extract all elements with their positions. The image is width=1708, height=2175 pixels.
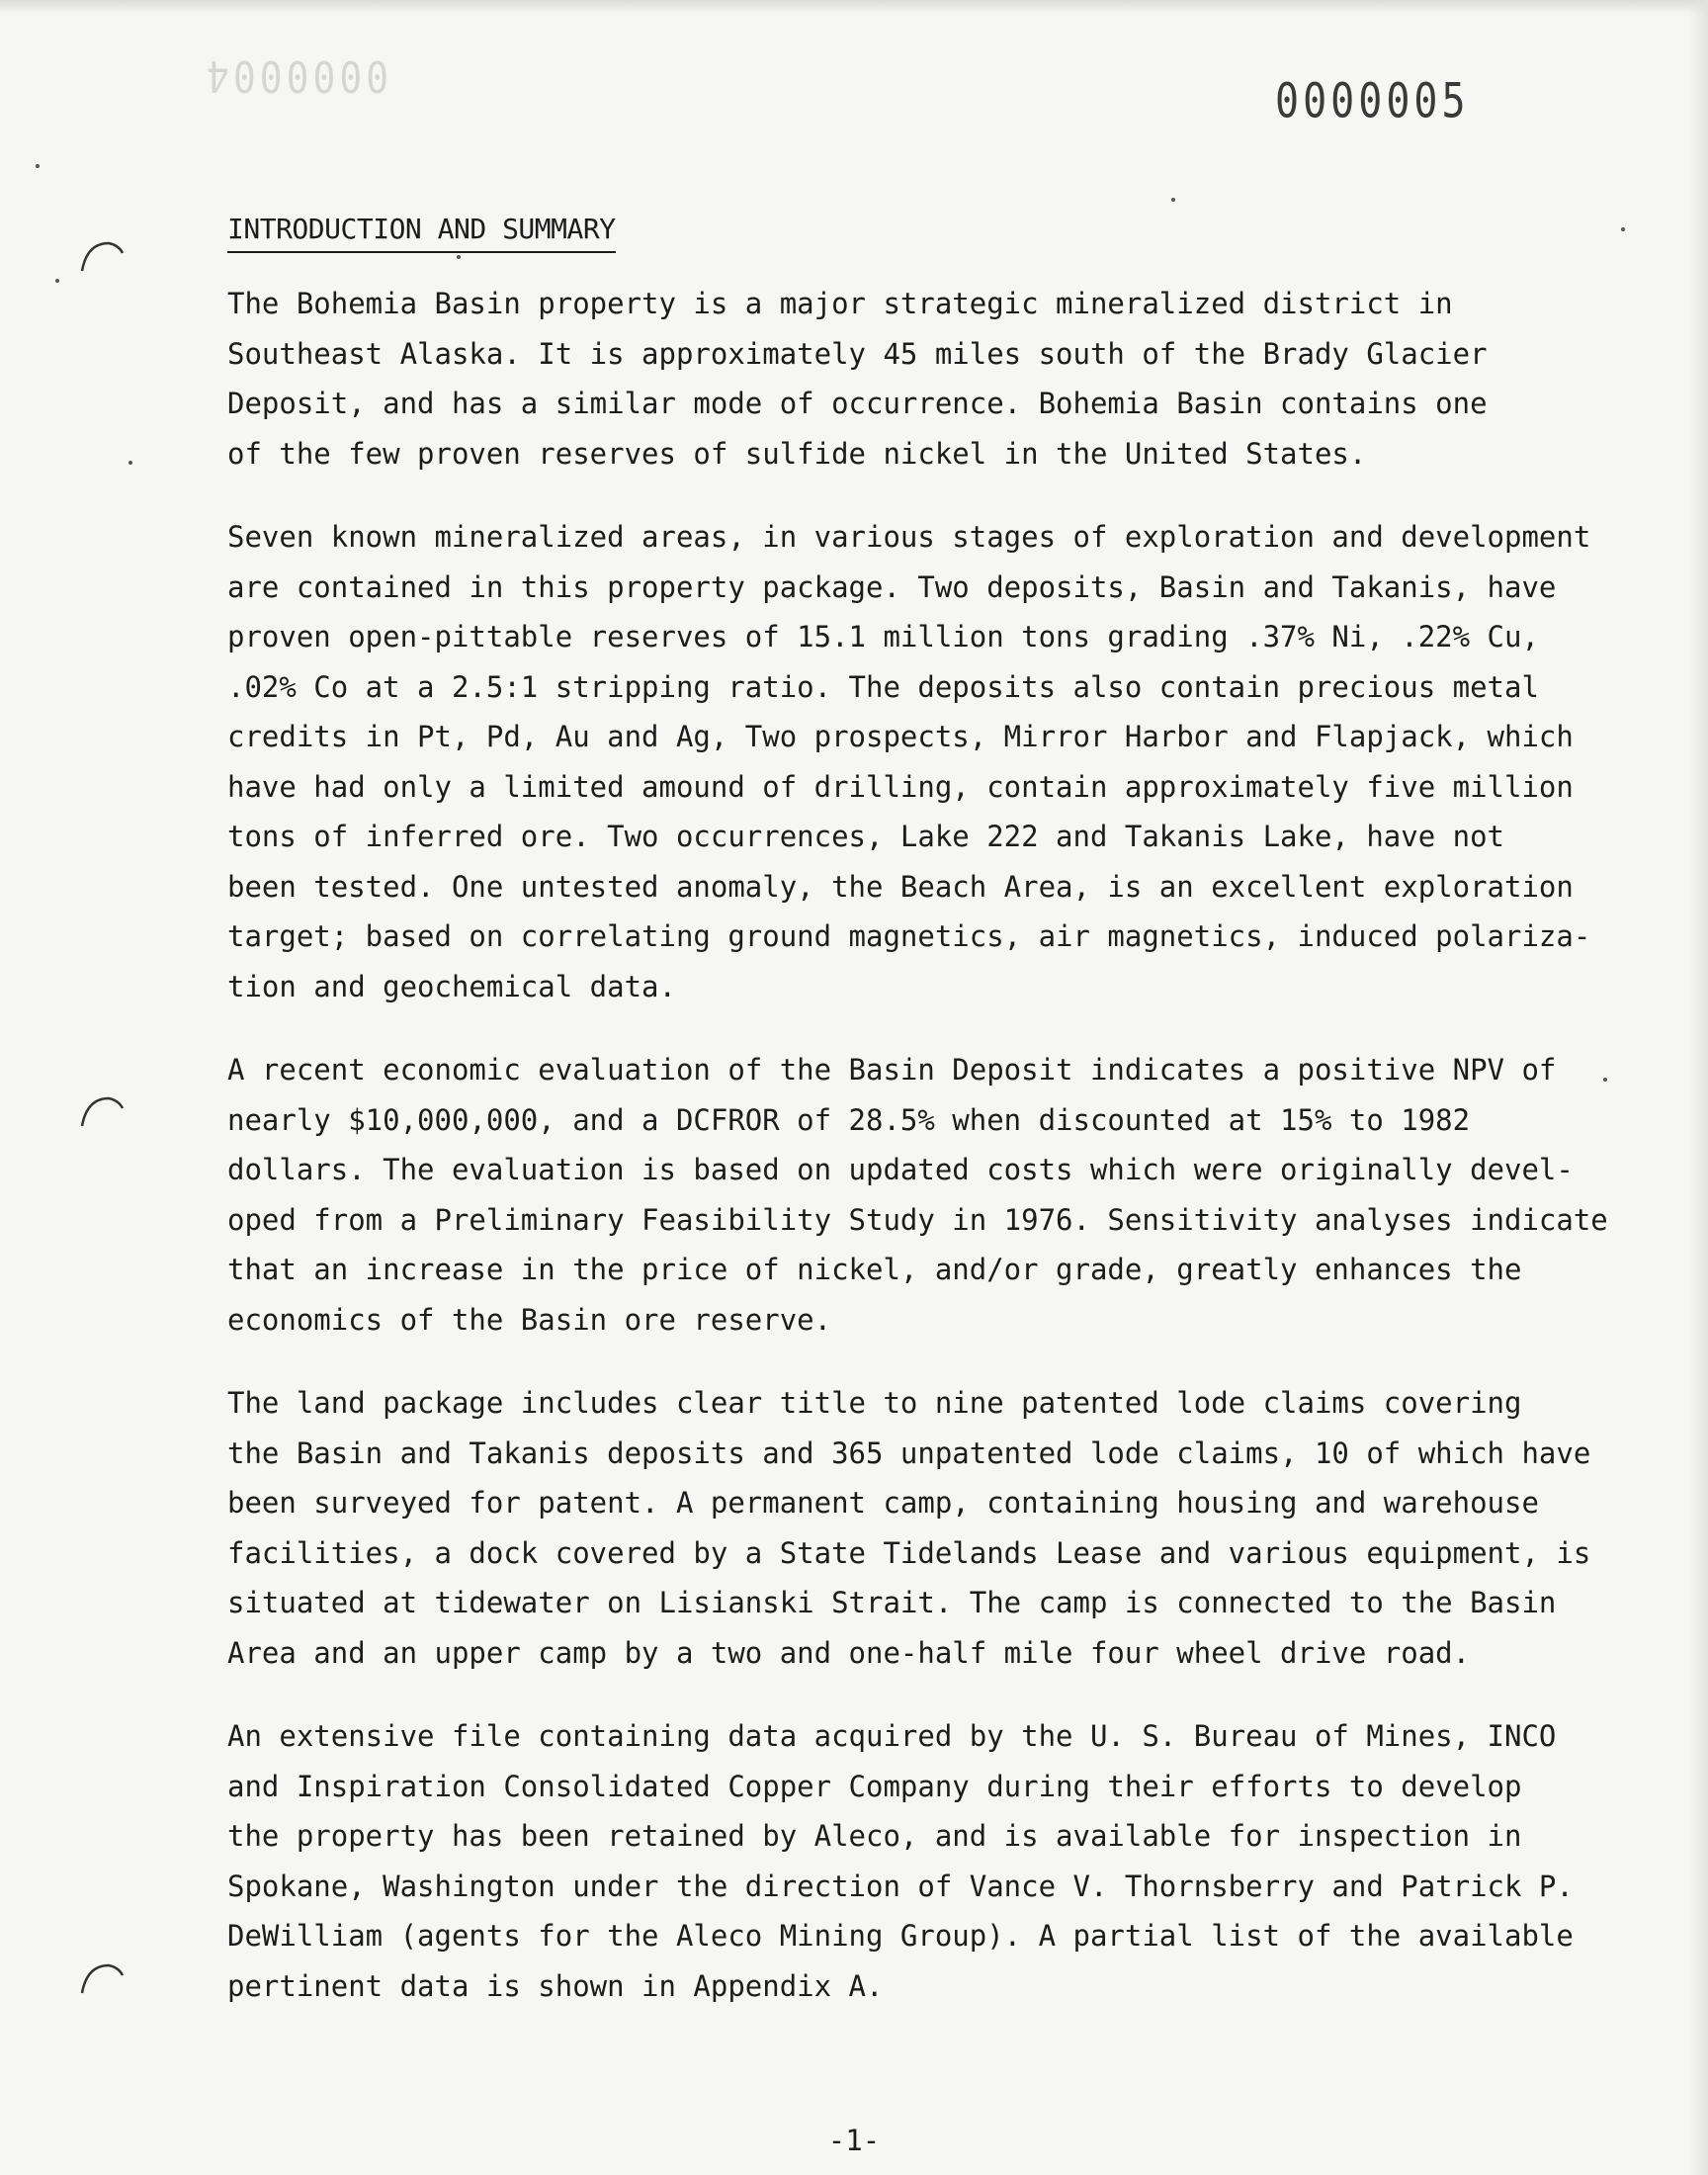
paragraph-economic-evaluation: A recent economic evaluation of the Basin Deposit indicates a positive NPV of nearly $10,000,000, and a DCFROR of 28.5% when discounted at 15% to 1982 dollars. The evaluation is based on updated costs which were originally devel- oped from a Preliminary Feasibility Study in 1976. Sensitivity analyses indicate that an increase in the price of nickel, and/or grade, greatly enhances the economics of the Basin ore reserve. xyxy=(227,1053,1608,1337)
paragraph-data-file: An extensive file containing data acquired by the U. S. Bureau of Mines, INCO and Inspiration Consolidated Copper Company during their efforts to develop the property has been retained by Aleco, and is available for inspection in Spokane, Washington under the direction of Vance V. Thornsberry and Patrick P. DeWilliam (agents for the Aleco Mining Group). A partial list of the available pertinent data is shown in Appendix A. xyxy=(227,1719,1574,2003)
bleed-through-number: 0000004 xyxy=(203,50,389,102)
scan-speck xyxy=(128,461,132,465)
section-heading: INTRODUCTION AND SUMMARY xyxy=(227,210,616,253)
scan-speck xyxy=(36,164,40,168)
scan-speck xyxy=(55,279,59,283)
scan-speck xyxy=(1621,227,1625,231)
document-body xyxy=(227,204,1621,2044)
scan-speck xyxy=(1171,198,1175,202)
paragraph-overview: The Bohemia Basin property is a major strategic mineralized district in Southeast Alaska. It is approximately 45 miles south of the Brady Glacier Deposit, and has a similar mode of occurrence. Bohemia Basin contains one of the few proven reserves of sulfide nickel in the United States. xyxy=(227,287,1488,471)
document-number: 0000005 xyxy=(1275,74,1470,130)
paragraph-land-package: The land package includes clear title to nine patented lode claims covering the Basin and Takanis deposits and 365 unpatented lode claims, 10 of which have been surveyed for patent. A permanent camp, containing housing and warehouse facilities, a dock covered by a State Tidelands Lease and various equipment, is situated at tidewater on Lisianski Strait. The camp is connected to the Basin Area and an upper camp by a two and one-half mile four wheel drive road. xyxy=(227,1386,1591,1670)
punch-hole-mark xyxy=(77,1959,127,1999)
page-right-shadow xyxy=(1688,0,1708,2175)
page-top-shadow xyxy=(0,0,1708,14)
paragraph-mineralized-areas: Seven known mineralized areas, in various stages of exploration and development are contained in this property package. Two deposits, Basin and Takanis, have proven open-pittable reserves of 15.1 million tons grading .37% Ni, .22% Cu, .02% Co at a 2.5:1 stripping ratio. The deposits also contain precious metal credits in Pt, Pd, Au and Ag, Two prospects, Mirror Harbor and Flapjack, which have had only a limited amound of drilling, contain approximately five million tons of inferred ore. Two occurrences, Lake 222 and Takanis Lake, have not been tested. One untested anomaly, the Beach Area, is an excellent exploration target; based on correlating ground magnetics, air magnetics, induced polariza- tion and geochemical data. xyxy=(227,520,1591,1003)
page-number: -1- xyxy=(827,2124,881,2157)
punch-hole-mark xyxy=(77,1092,127,1132)
punch-hole-mark xyxy=(77,237,127,277)
